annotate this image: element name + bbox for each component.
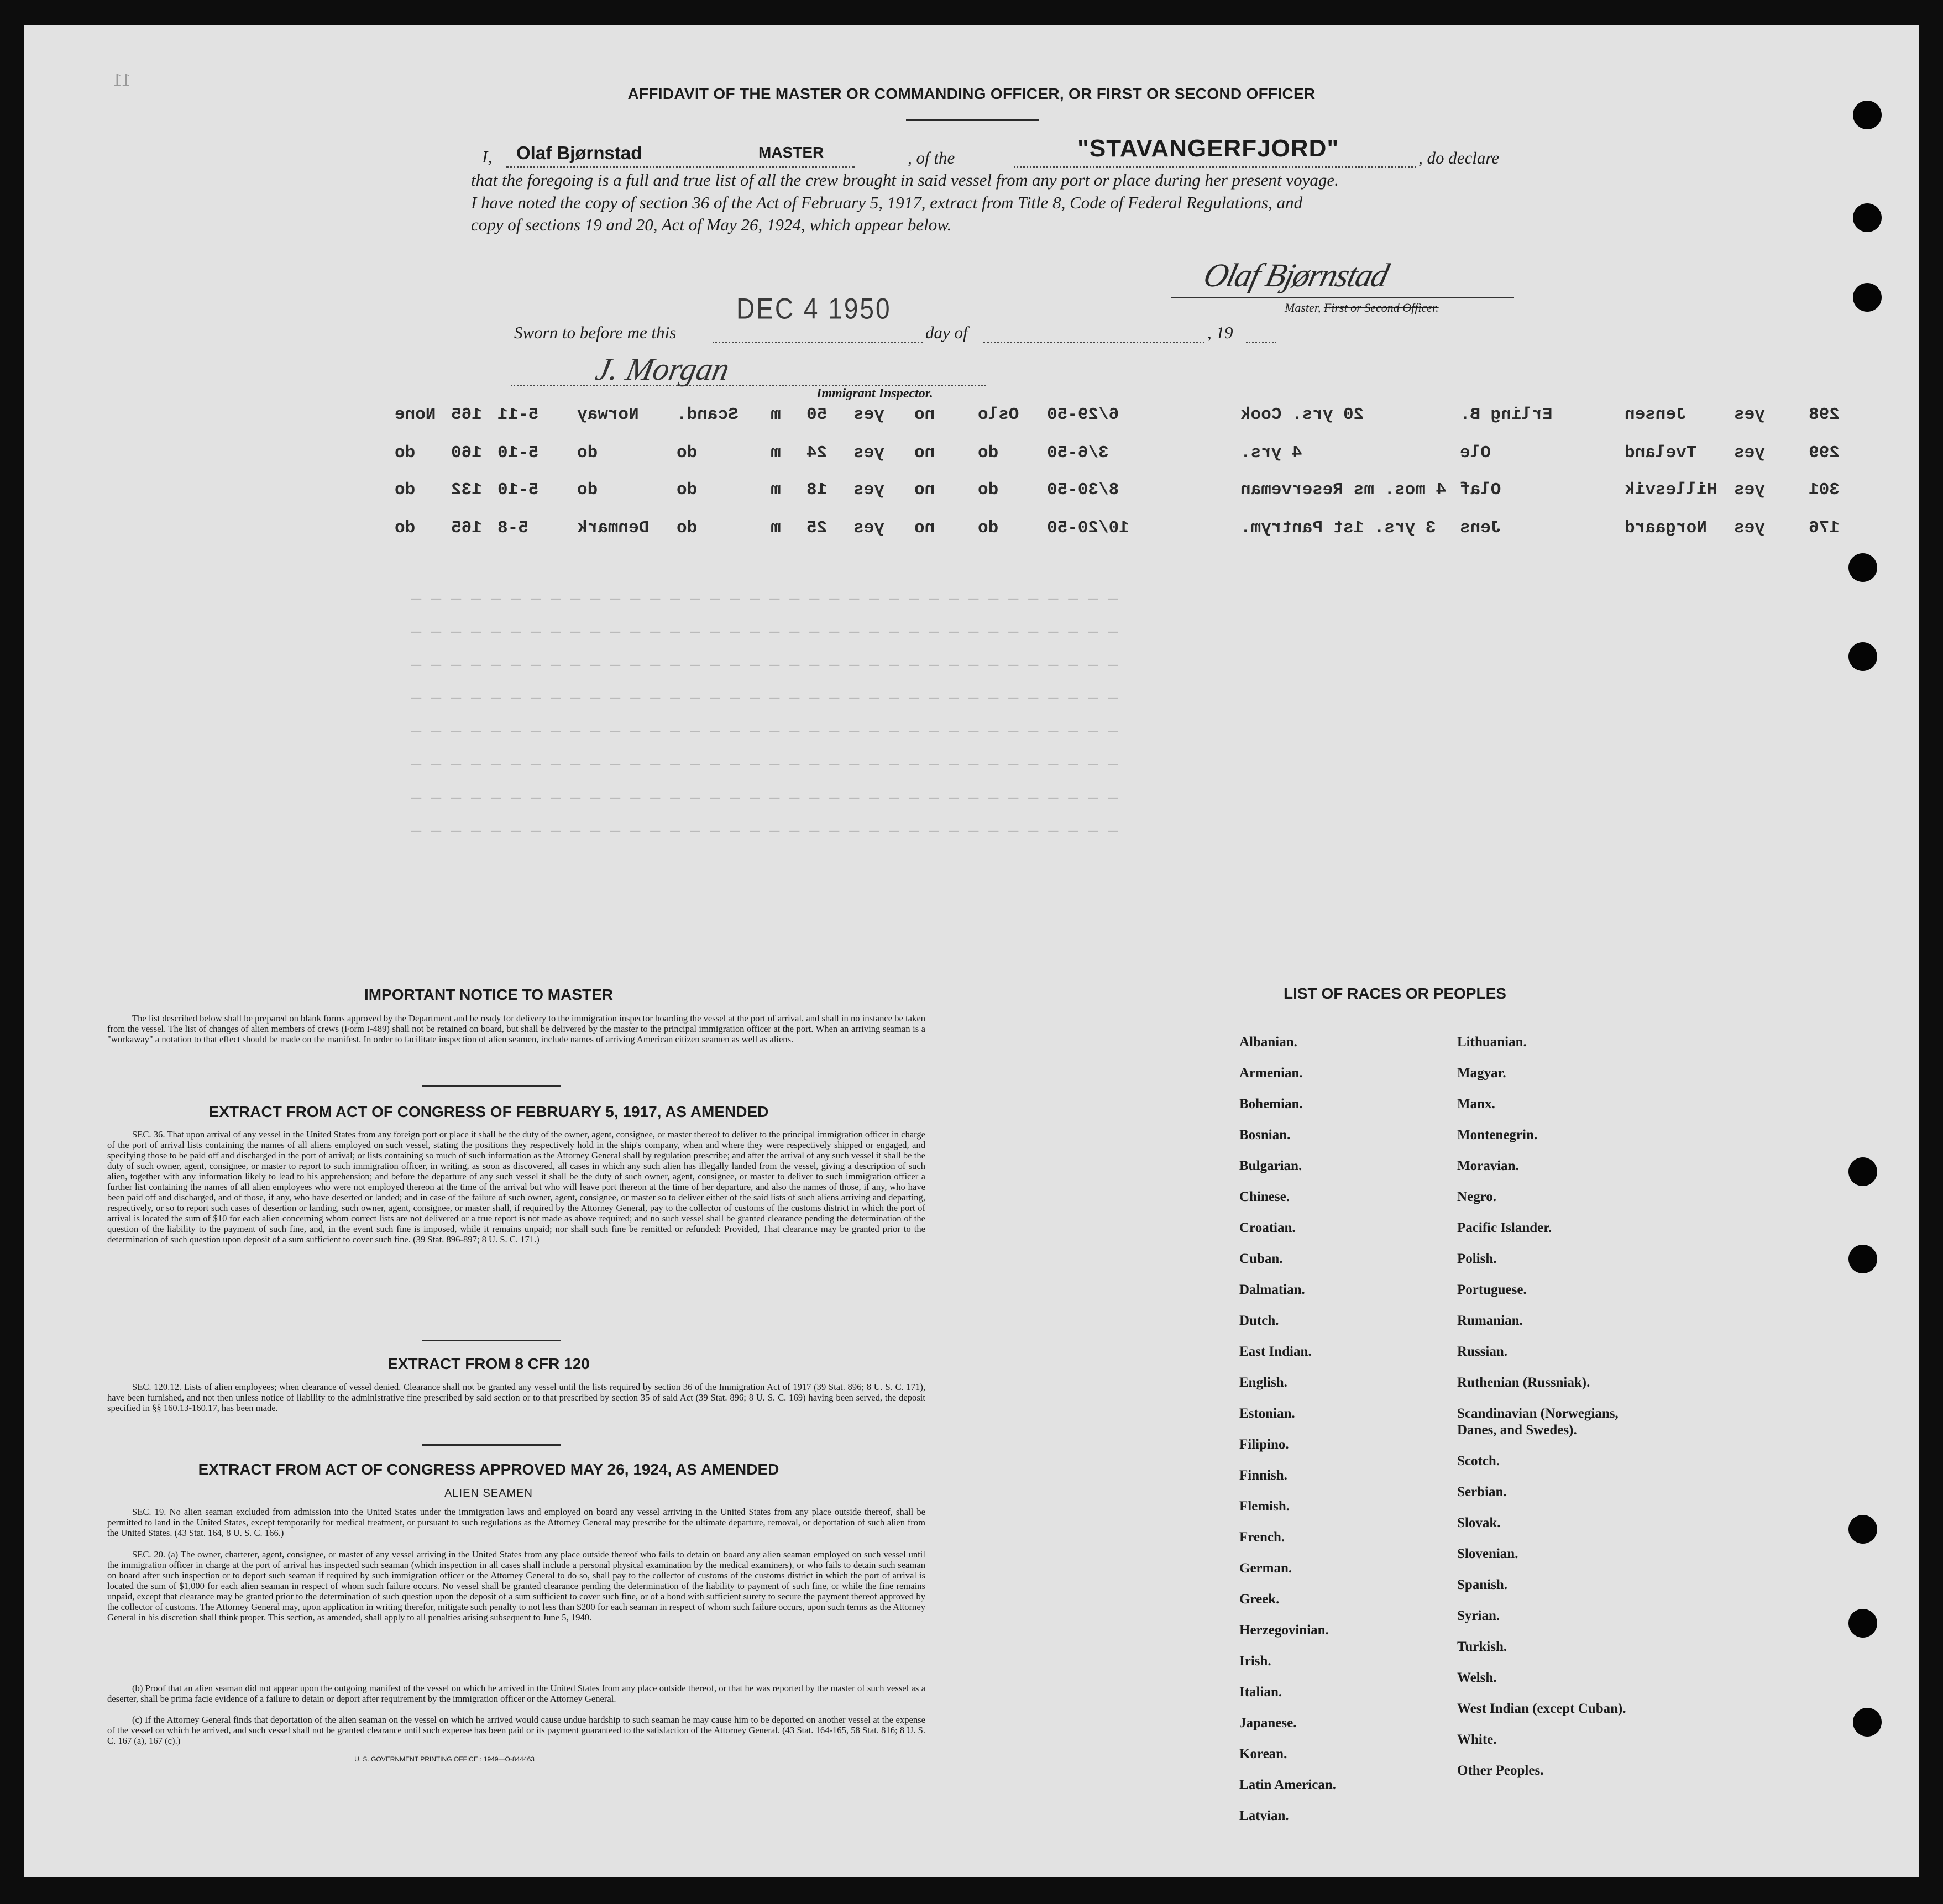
punch-hole-icon: [1848, 553, 1877, 582]
extract-cfr-divider: [422, 1444, 561, 1446]
crew-cell-ht: yes: [853, 480, 884, 500]
crew-cell-num: 299: [1809, 443, 1840, 463]
race-item: German.: [1239, 1561, 1292, 1576]
crew-cell-given: Olaf: [1460, 480, 1501, 500]
crew-cell-discharge: no: [914, 480, 935, 500]
crew-cell-num: 176: [1809, 518, 1840, 538]
race-item: Scandinavian (Norwegians,: [1457, 1406, 1619, 1421]
punch-hole-icon: [1848, 1609, 1877, 1638]
punch-hole-icon: [1848, 1515, 1877, 1544]
affidavit-i-label: I,: [482, 147, 493, 166]
crew-cell-ht: yes: [853, 443, 884, 463]
crew-cell-height: 5-11: [497, 405, 539, 424]
crew-cell-nationality: Denmark: [577, 518, 650, 538]
inspector-label: Immigrant Inspector.: [816, 386, 933, 401]
crew-cell-weight: 165: [451, 518, 482, 538]
crew-cell-nationality: do: [577, 480, 598, 500]
crew-cell-sex: m: [771, 518, 781, 538]
crew-cell-nationality: do: [577, 443, 598, 463]
race-item: Other Peoples.: [1457, 1763, 1544, 1778]
punch-hole-icon: [1853, 283, 1882, 312]
crew-cell-race: do: [677, 518, 698, 538]
race-item: Bosnian.: [1239, 1127, 1291, 1142]
sworn-month-line: [983, 342, 1204, 343]
crew-cell-given: Jens: [1460, 518, 1501, 538]
vessel-line: [1014, 166, 1416, 168]
extract-1924-sec19: SEC. 19. No alien seaman excluded from admission into the United States under the immigration laws and employed on board any vessel arriving in the United States from any place outside thereof, shall be permitted to land in the United States, except temporarily for medical treatment, or pursuant to such regulations as the Attorney General may prescribe for the ultimate departure, removal, or deportation of such alien from the United States. (43 Stat. 164, 8 U. S. C. 166.): [107, 1507, 925, 1538]
crew-cell-discharge: no: [914, 443, 935, 463]
title-divider: [906, 119, 1039, 121]
crew-cell-engaged: 6/29-50: [1047, 405, 1119, 424]
race-item: Japanese.: [1239, 1716, 1297, 1730]
race-item: Chinese.: [1239, 1189, 1290, 1204]
crew-cell-discharge: no: [914, 405, 935, 424]
punch-hole-icon: [1853, 203, 1882, 232]
crew-cell-marks: None: [395, 405, 436, 424]
sworn-day-line: [713, 342, 923, 343]
crew-cell-port: do: [978, 518, 999, 538]
race-item: Filipino.: [1239, 1437, 1289, 1452]
race-item: Rumanian.: [1457, 1313, 1523, 1328]
notice-title: IMPORTANT NOTICE TO MASTER: [364, 986, 614, 1003]
crew-cell-race: do: [677, 480, 698, 500]
races-title: LIST OF RACES OR PEOPLES: [1284, 985, 1506, 1002]
extract-1924-subtitle: ALIEN SEAMEN: [444, 1487, 533, 1499]
race-item: White.: [1457, 1732, 1497, 1747]
race-item: Portuguese.: [1457, 1282, 1527, 1297]
race-item: Ruthenian (Russniak).: [1457, 1375, 1590, 1390]
extract-1924-sec20a: SEC. 20. (a) The owner, charterer, agent, consignee, or master of any vessel arriving in the United States from any place outside thereof who fails to detain on board any alien seaman employed on such vessel until the immigration officer in charge at the port of arrival has inspected such seaman (which inspection in all cases shall include a personal physical examination by the medical examiners), or who fails to detain such seaman on board after such inspection or to deport such seaman if required by such immigration officer or the Attorney General to do so, shall pay to the collector of customs of the customs district in which the port of arrival is located the sum of $1,000 for each alien seaman in respect of whom such failure occurs. No vessel shall be granted clearance pending the determination of the liability to payment of such fine, or while the fine remains unpaid, except that clearance may be granted prior to the determination of such question upon the deposit of a sum sufficient to cover such fine, or of a bond with sufficient surety to secure the payment thereof approved by the collector of customs. The Attorney General may, upon application in writing therefor, mitigate such penalty to not less than $200 for each seaman in respect of whom such failure occurs, upon such terms as the Attorney General in his discretion shall think proper. This section, as amended, shall apply to all penalties arising subsequent to June 5, 1940.: [107, 1549, 925, 1623]
sworn-label: Sworn to before me this: [514, 323, 677, 342]
crew-cell-service: 4 yrs.: [1240, 443, 1302, 463]
date-stamp: DEC 4 1950: [736, 292, 892, 325]
crew-cell-age: 50: [806, 405, 828, 424]
crew-cell-given: Erling B.: [1460, 405, 1553, 424]
vessel-name: "STAVANGERFJORD": [1077, 135, 1339, 162]
race-item: Pacific Islander.: [1457, 1220, 1552, 1235]
punch-hole-icon: [1848, 1245, 1877, 1273]
crew-cell-marks: do: [395, 443, 416, 463]
race-item: Welsh.: [1457, 1670, 1497, 1685]
crew-cell-alien: yes: [1734, 443, 1765, 463]
race-item: Italian.: [1239, 1685, 1282, 1700]
race-item: East Indian.: [1239, 1344, 1312, 1359]
crew-cell-weight: 160: [451, 443, 482, 463]
race-item: Serbian.: [1457, 1485, 1507, 1499]
crew-cell-alien: yes: [1734, 405, 1765, 424]
race-item: Spanish.: [1457, 1577, 1508, 1592]
crew-cell-age: 24: [806, 443, 828, 463]
page-mark: 11: [113, 70, 131, 90]
crew-cell-given: Ole: [1460, 443, 1491, 463]
crew-cell-port: do: [978, 480, 999, 500]
race-item: Negro.: [1457, 1189, 1497, 1204]
signature-caption-master: Master,: [1285, 301, 1324, 314]
crew-cell-race: do: [677, 443, 698, 463]
race-item: Latin American.: [1239, 1777, 1336, 1792]
punch-hole-icon: [1853, 1708, 1882, 1737]
affidavit-title: AFFIDAVIT OF THE MASTER OR COMMANDING OFFICER, OR FIRST OR SECOND OFFICER: [627, 85, 1316, 102]
of-the-label: , of the: [908, 148, 955, 167]
extract-1917-divider: [422, 1340, 561, 1341]
crew-cell-height: 5-10: [497, 480, 539, 500]
crew-cell-engaged: 3/6-50: [1047, 443, 1109, 463]
race-item: Croatian.: [1239, 1220, 1296, 1235]
race-item: Cuban.: [1239, 1251, 1283, 1266]
crew-cell-surname: Jensen: [1625, 405, 1687, 424]
extract-1924-title: EXTRACT FROM ACT OF CONGRESS APPROVED MAY 26, 1924, AS AMENDED: [198, 1461, 779, 1478]
race-item: Syrian.: [1457, 1608, 1500, 1623]
signature-caption-struck: First or Second Officer.: [1323, 301, 1439, 314]
punch-hole-icon: [1848, 642, 1877, 671]
signature-caption: [1285, 301, 1439, 315]
crew-cell-surname: Tveland: [1625, 443, 1697, 463]
notice-body: The list described below shall be prepared on blank forms approved by the Department and be ready for delivery to the immigration inspector boarding the vessel at the port of arrival, and shall in no instance be taken from the vessel. The list of changes of alien members of crews (Form I-489) shall not be retained on board, but shall be delivered by the master to the principal immigration officer at the port. When an arriving seaman is a "workaway" a notation to that effect should be made on the manifest. In order to facilitate inspection of alien seamen, include names of arriving American citizen seamen as well as aliens.: [107, 1013, 925, 1045]
crew-cell-race: Scand.: [677, 405, 739, 424]
race-item: Russian.: [1457, 1344, 1508, 1359]
bleed-through-rows: ─ ─ ─ ─ ─ ─ ─ ─ ─ ─ ─ ─ ─ ─ ─ ─ ─ ─ ─ ─ ─ ─ ─ ─ ─ ─ ─ ─ ─ ─ ─ ─ ─ ─ ─ ─ ─ ─ ─ ─ ─ ─ ─ ─ ─ ─ ─ ─ ─ ─ ─ ─ ─ ─ ─ ─ ─ ─ ─ ─ ─ ─ ─ ─ ─ ─ ─ ─ ─ ─ ─ ─ ─ ─ ─ ─ ─ ─ ─ ─ ─ ─ ─ ─ ─ ─ ─ ─ ─ ─ ─ ─ ─ ─ ─ ─ ─ ─ ─ ─ ─ ─ ─ ─ ─ ─ ─ ─ ─ ─ ─ ─ ─ ─ ─ ─ ─ ─ ─ ─ ─ ─ ─ ─ ─ ─ ─ ─ ─ ─ ─ ─ ─ ─ ─ ─ ─ ─ ─ ─ ─ ─ ─ ─ ─ ─ ─ ─ ─ ─ ─ ─ ─ ─ ─ ─ ─ ─ ─ ─ ─ ─ ─ ─ ─ ─ ─ ─ ─ ─ ─ ─ ─ ─ ─ ─ ─ ─ ─ ─ ─ ─ ─ ─ ─ ─ ─ ─ ─ ─ ─ ─ ─ ─ ─ ─ ─ ─ ─ ─ ─ ─ ─ ─ ─ ─ ─ ─ ─ ─ ─ ─ ─ ─ ─ ─ ─ ─ ─ ─ ─ ─ ─ ─ ─ ─ ─ ─ ─ ─ ─ ─ ─ ─ ─ ─ ─ ─ ─ ─ ─ ─ ─ ─ ─ ─ ─ ─ ─ ─ ─ ─ ─ ─ ─ ─ ─ ─ ─ ─ ─ ─ ─ ─ ─ ─ ─ ─ ─ ─ ─ ─ ─ ─ ─ ─ ─ ─ ─ ─ ─ ─ ─ ─ ─ ─ ─ ─: [411, 591, 1118, 842]
extract-1924-sec20c: (c) If the Attorney General finds that deportation of the alien seaman on the vessel on which he arrived would cause undue hardship to such seaman he may cause him to be deported on another vessel at the expense of the vessel on which he arrived, and such vessel shall not be granted clearance until such expense has been paid or its payment guaranteed to the satisfaction of the Attorney General. (43 Stat. 164-165, 58 Stat. 816; 8 U. S. C. 167 (a), 167 (c).): [107, 1714, 925, 1746]
document-sheet: [24, 25, 1919, 1877]
crew-cell-engaged: 10/20-50: [1047, 518, 1129, 538]
race-item: Flemish.: [1239, 1499, 1290, 1514]
master-name: Olaf Bjørnstad: [516, 143, 642, 163]
crew-cell-discharge: no: [914, 518, 935, 538]
crew-cell-sex: m: [771, 405, 781, 424]
year-label: , 19: [1207, 323, 1233, 342]
signature-underline: [1171, 297, 1514, 298]
extract-cfr-title: EXTRACT FROM 8 CFR 120: [387, 1355, 590, 1372]
inspector-signature: J. Morgan: [593, 351, 733, 387]
crew-cell-ht: yes: [853, 518, 884, 538]
crew-cell-weight: 132: [451, 480, 482, 500]
race-item: English.: [1239, 1375, 1287, 1390]
race-item: Latvian.: [1239, 1808, 1289, 1823]
crew-cell-sex: m: [771, 480, 781, 500]
day-of-label: day of: [925, 323, 968, 342]
crew-cell-marks: do: [395, 480, 416, 500]
race-item: Moravian.: [1457, 1158, 1519, 1173]
race-item: Danes, and Swedes).: [1457, 1423, 1577, 1438]
crew-cell-ht: yes: [853, 405, 884, 424]
punch-hole-icon: [1848, 1157, 1877, 1186]
crew-cell-alien: yes: [1734, 480, 1765, 500]
race-item: Bohemian.: [1239, 1097, 1303, 1111]
declaration-line-3: I have noted the copy of section 36 of the Act of February 5, 1917, extract from Title 8, Code of Federal Regulations, and: [471, 193, 1303, 212]
crew-cell-height: 5-10: [497, 443, 539, 463]
race-item: Albanian.: [1239, 1035, 1297, 1050]
crew-cell-nationality: Norway: [577, 405, 639, 424]
notice-divider: [422, 1085, 561, 1087]
race-item: Magyar.: [1457, 1066, 1506, 1080]
crew-cell-surname: Norgaard: [1625, 518, 1707, 538]
crew-cell-num: 298: [1809, 405, 1840, 424]
name-line: [506, 166, 855, 168]
master-signature: Olaf Bjørnstad: [1200, 257, 1392, 293]
extract-1924-sec20b: (b) Proof that an alien seaman did not appear upon the outgoing manifest of the vessel on which he arrived in the United States from any place outside thereof, or that he was reported by the master of such vessel as a deserter, shall be prima facie evidence of a failure to detain or deport after requirement by the immigration officer or the Attorney General.: [107, 1683, 925, 1704]
punch-hole-icon: [1853, 101, 1882, 129]
crew-cell-num: 301: [1809, 480, 1840, 500]
race-item: Herzegovinian.: [1239, 1623, 1329, 1638]
race-item: Slovenian.: [1457, 1546, 1518, 1561]
crew-cell-height: 5-8: [497, 518, 528, 538]
race-item: Bulgarian.: [1239, 1158, 1302, 1173]
race-item: Finnish.: [1239, 1468, 1287, 1483]
race-item: French.: [1239, 1530, 1285, 1545]
race-item: Estonian.: [1239, 1406, 1295, 1421]
extract-cfr-body: SEC. 120.12. Lists of alien employees; when clearance of vessel denied. Clearance shall not be granted any vessel until the lists required by section 36 of the Immigration Act of 1917 (39 Stat. 896; 8 U. S. C. 171), have been furnished, and not then unless notice of liability to the administrative fine prescribed by said section or to that prescribed by section 35 of said Act (39 Stat. 896; 8 U. S. C. 169) having been served, the deposit specified in §§ 160.13-160.17, has been made.: [107, 1382, 925, 1413]
crew-cell-port: do: [978, 443, 999, 463]
crew-cell-age: 25: [806, 518, 828, 538]
master-rank: MASTER: [758, 144, 824, 161]
crew-cell-alien: yes: [1734, 518, 1765, 538]
crew-cell-marks: do: [395, 518, 416, 538]
crew-cell-weight: 165: [451, 405, 482, 424]
race-item: Dalmatian.: [1239, 1282, 1305, 1297]
race-item: Scotch.: [1457, 1454, 1500, 1468]
race-item: Irish.: [1239, 1654, 1271, 1669]
race-item: Armenian.: [1239, 1066, 1303, 1080]
crew-cell-age: 18: [806, 480, 828, 500]
crew-cell-engaged: 8/30-50: [1047, 480, 1119, 500]
printer-imprint: U. S. GOVERNMENT PRINTING OFFICE : 1949—O-844463: [354, 1755, 535, 1763]
race-item: Korean.: [1239, 1746, 1287, 1761]
crew-cell-service: 4 mos. ms Reserveman: [1240, 480, 1447, 500]
race-item: Manx.: [1457, 1097, 1495, 1111]
extract-1917-body: SEC. 36. That upon arrival of any vessel in the United States from any foreign port or place it shall be the duty of the owner, agent, consignee, or master thereof to deliver to the principal immigration officer in charge of the port of arrival lists containing the names of all aliens employed on such vessel, stating the positions they respectively hold in the ship's company, when and where they were respectively shipped or engaged, and specifying those to be paid off and discharged in the port of arrival; or lists containing so much of such information as the Attorney General shall by regulation prescribe; and after the arrival of any such vessel it shall be the duty of such owner, agent, consignee, or master to report to such immigration officer, in writing, as soon as discovered, all cases in which any such alien has illegally landed from the vessel, giving a description of such alien, together with any information likely to lead to his apprehension; and before the departure of any such vessel it shall be the duty of such owner, agent, consignee, or master to deliver to such immigration officer a further list containing the names of all alien employees who were not employed thereon at the time of the arrival but who will leave port thereon at the time of her departure, and also the names of those, if any, who have been paid off and discharged, and of those, if any, who have deserted or landed; and in case of the failure of such owner, agent, consignee, or master so to deliver either of the said lists of such aliens arriving and departing, respectively, or so to report such cases of desertion or landing, such owner, agent, consignee, or master shall, if required by the Attorney General, pay to the collector of customs of the customs district in which the port of arrival is located the sum of $10 for each alien concerning whom correct lists are not delivered or a true report is not made as above required; and no such vessel shall be granted clearance pending the determination of the question of the liability to the payment of such fine, and, in the event such fine is imposed, while it remains unpaid; nor shall such fine be remitted or refunded: Provided, That clearance may be granted prior to the determination of such question upon deposit of a sum sufficient to cover such fine. (39 Stat. 896-897; 8 U. S. C. 171.): [107, 1129, 925, 1245]
crew-cell-sex: m: [771, 443, 781, 463]
crew-cell-service: 3 yrs. 1st Pantrym.: [1240, 518, 1436, 538]
race-item: Lithuanian.: [1457, 1035, 1527, 1050]
sworn-year-line: [1246, 342, 1276, 343]
crew-cell-port: Oslo: [978, 405, 1019, 424]
declaration-line-4: copy of sections 19 and 20, Act of May 26, 1924, which appear below.: [471, 215, 952, 234]
crew-cell-surname: Hillesvik: [1625, 480, 1717, 500]
declaration-line-2: that the foregoing is a full and true list of all the crew brought in said vessel from any port or place during her present voyage.: [471, 170, 1339, 190]
race-item: Greek.: [1239, 1592, 1280, 1607]
race-item: Polish.: [1457, 1251, 1497, 1266]
race-item: Montenegrin.: [1457, 1127, 1538, 1142]
race-item: Dutch.: [1239, 1313, 1279, 1328]
race-item: Turkish.: [1457, 1639, 1507, 1654]
race-item: Slovak.: [1457, 1515, 1501, 1530]
crew-cell-service: 20 yrs. Cook: [1240, 405, 1364, 424]
race-item: West Indian (except Cuban).: [1457, 1701, 1626, 1716]
extract-1917-title: EXTRACT FROM ACT OF CONGRESS OF FEBRUARY 5, 1917, AS AMENDED: [208, 1103, 769, 1120]
do-declare-label: , do declare: [1418, 148, 1500, 167]
